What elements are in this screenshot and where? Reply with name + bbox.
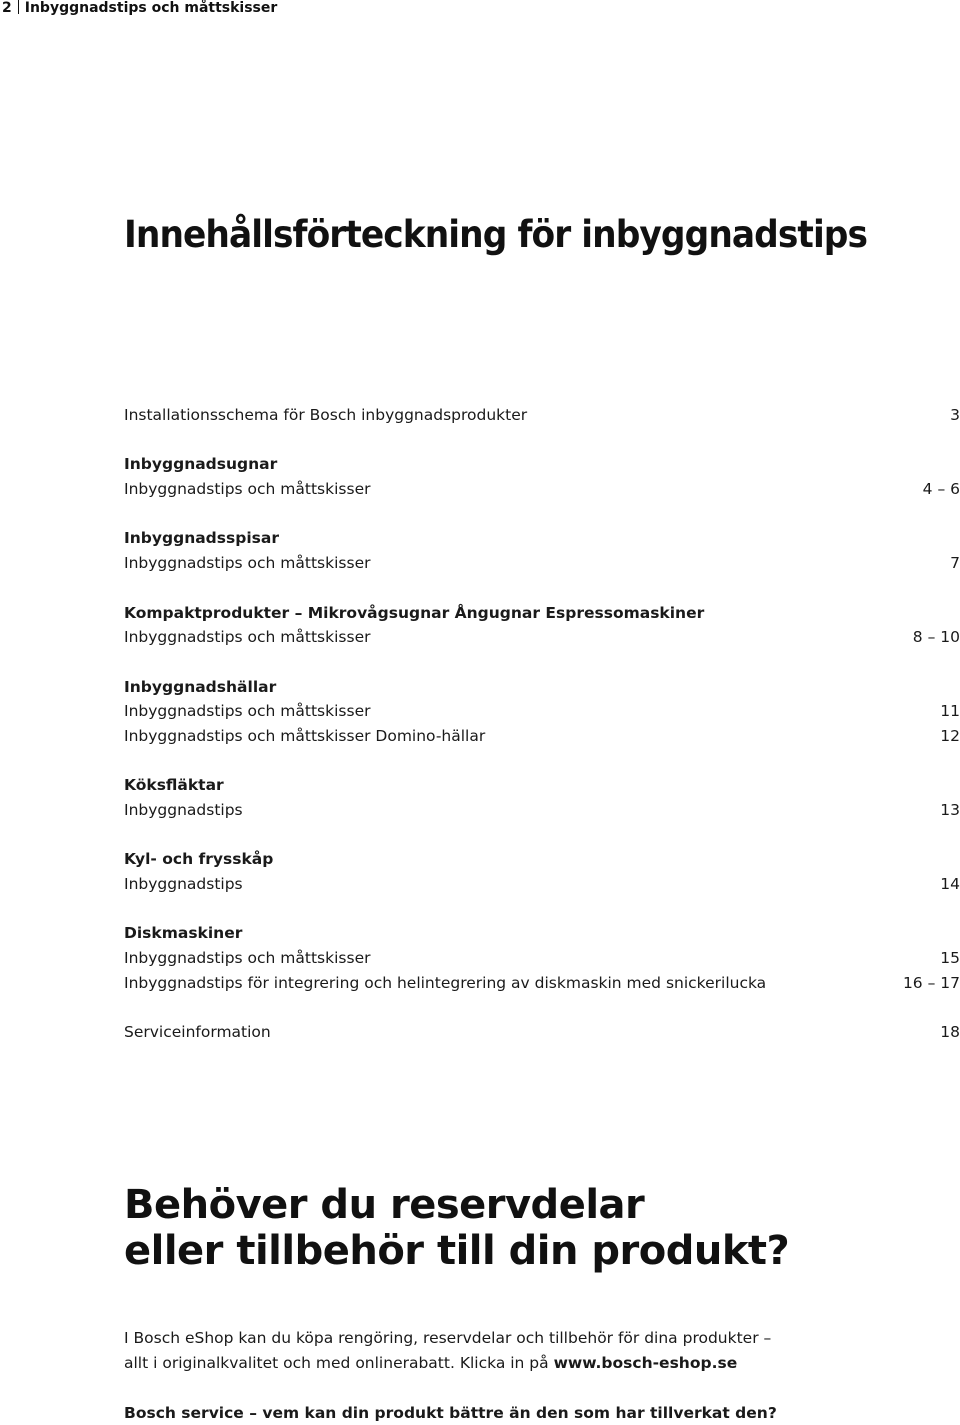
promo-text [124, 1326, 924, 1375]
toc-row-spisar[interactable] [124, 551, 960, 576]
toc-heading-kompakt: Kompaktprodukter – Mikrovågsugnar Ångugnar Espressomaskiner [124, 603, 705, 622]
page-number: 2 [2, 0, 12, 16]
toc-pages: 13 [940, 801, 960, 819]
promo-text-line [124, 1351, 924, 1376]
toc-heading-spisar: Inbyggnadsspisar [124, 529, 279, 548]
toc-pages: 7 [950, 554, 960, 573]
toc-heading-kyl: Kyl- och frysskåp [124, 850, 274, 869]
toc-pages: 16 – 17 [902, 973, 960, 992]
toc-row-disk-snickerilucka[interactable] [124, 971, 960, 996]
toc-row-installation[interactable] [124, 403, 960, 428]
header-separator [18, 0, 19, 14]
toc-pages: 15 [940, 949, 960, 968]
toc-heading-flaktar: Köksfläktar [124, 776, 224, 795]
table-of-contents [124, 403, 960, 1045]
toc-pages: 12 [940, 726, 960, 745]
toc-row-kyl[interactable] [124, 872, 960, 897]
toc-pages: 3 [950, 406, 960, 424]
toc-label: Inbyggnadstips och måttskisser [124, 480, 371, 499]
promo-title-line: Behöver du reservdelar [124, 1182, 645, 1228]
toc-pages: 14 [940, 875, 960, 894]
toc-row-disk[interactable] [124, 946, 960, 971]
toc-label: Inbyggnadstips och måttskisser [124, 554, 371, 573]
toc-label: Installationsschema för Bosch inbyggnadsprodukter [124, 406, 528, 424]
promo-text-line: I Bosch eShop kan du köpa rengöring, reservdelar och tillbehör för dina produkter – [124, 1329, 772, 1347]
running-header [0, 0, 277, 16]
toc-heading-hallar: Inbyggnadshällar [124, 677, 277, 696]
toc-heading-disk: Diskmaskiner [124, 924, 243, 943]
toc-row-flaktar[interactable] [124, 798, 960, 823]
toc-label: Inbyggnadstips [124, 801, 243, 819]
toc-label: Inbyggnadstips och måttskisser Domino-hällar [124, 726, 486, 745]
toc-label: Inbyggnadstips och måttskisser [124, 702, 371, 721]
toc-row-service[interactable] [124, 1020, 960, 1045]
toc-label: Inbyggnadstips [124, 875, 243, 894]
eshop-link[interactable]: www.bosch-eshop.se [553, 1353, 738, 1372]
toc-heading-ugnar: Inbyggnadsugnar [124, 455, 278, 474]
promo-text-lead: allt i originalkvalitet och med onlinerabatt. Klicka in på [124, 1353, 554, 1372]
toc-pages: 4 – 6 [922, 480, 960, 499]
toc-pages: 8 – 10 [912, 628, 960, 647]
toc-row-hallar-domino[interactable] [124, 724, 960, 749]
promo-title [124, 1182, 789, 1274]
toc-pages: 18 [940, 1023, 960, 1042]
toc-label: Inbyggnadstips och måttskisser [124, 628, 371, 647]
toc-row-hallar[interactable] [124, 699, 960, 724]
toc-label: Serviceinformation [124, 1023, 271, 1042]
service-slogan: Bosch service – vem kan din produkt bättre än den som har tillverkat den? [124, 1404, 777, 1422]
toc-row-ugnar[interactable] [124, 477, 960, 502]
section-title: Inbyggnadstips och måttskisser [24, 0, 278, 16]
toc-row-kompakt[interactable] [124, 625, 960, 650]
toc-label: Inbyggnadstips för integrering och helintegrering av diskmaskin med snickerilucka [124, 973, 767, 992]
promo-title-line: eller tillbehör till din produkt? [124, 1228, 790, 1274]
toc-label: Inbyggnadstips och måttskisser [124, 949, 371, 968]
page-title: Innehållsförteckning för inbyggnadstips [124, 213, 868, 256]
toc-pages: 11 [940, 702, 960, 721]
